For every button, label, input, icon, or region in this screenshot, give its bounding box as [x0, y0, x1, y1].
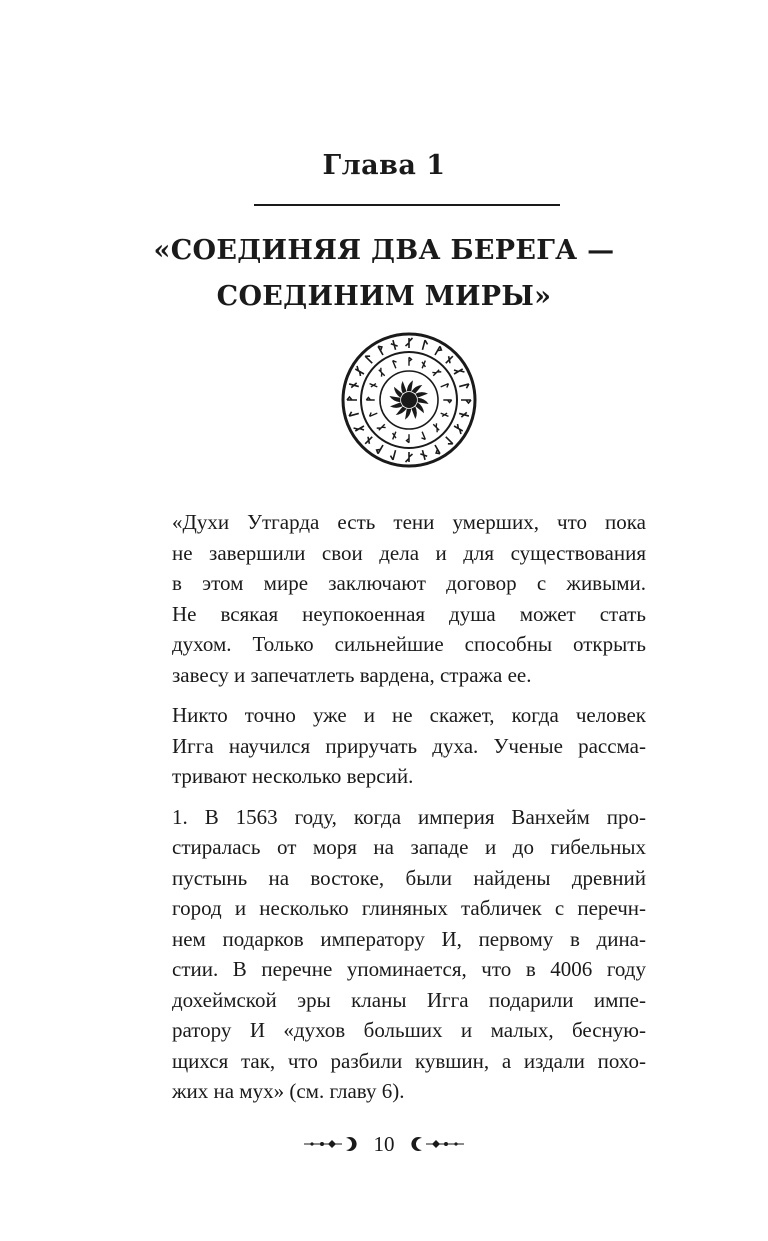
text-line: щихся так, что разбили кувшин, а издали похо-	[172, 1048, 646, 1073]
left-ornament-icon	[302, 1136, 358, 1152]
text-line: не завершили свои дела и для существования	[172, 540, 646, 565]
body-text	[172, 507, 646, 1117]
rune-circle-sun-icon	[339, 330, 479, 470]
text-line: Никто точно уже и не скажет, когда человек	[172, 703, 646, 727]
text-line: стиралась от моря на западе и до гибельных	[172, 835, 646, 859]
chapter-title-line: «СОЕДИНЯЯ ДВА БЕРЕГА —	[153, 235, 615, 266]
text-line: «Духи Утгарда есть тени умерших, что пока	[172, 510, 646, 534]
text-line: тривают несколько версий.	[172, 764, 414, 788]
text-line: нем подарков императору И, первому в дина-	[172, 926, 646, 951]
title-divider	[254, 204, 560, 206]
chapter-label: Глава 1	[322, 150, 446, 181]
paragraph-3	[172, 802, 646, 1107]
paragraph-2	[172, 700, 646, 792]
text-line: завесу и запечатлеть вардена, стража ее.	[172, 662, 532, 687]
text-line: город и несколько глиняных табличек с перечн-	[172, 896, 646, 920]
text-line: дохеймской эры кланы Игга подарили импе-	[172, 987, 646, 1012]
text-line: духом. Только сильнейшие способны открыть	[172, 632, 646, 656]
text-line: 1. В 1563 году, когда империя Ванхейм про-	[172, 804, 646, 829]
text-line: жих на мух» (см. главу 6).	[172, 1079, 405, 1103]
text-line: в этом мире заключают договор с живыми.	[172, 571, 646, 595]
text-line: стии. В перечне упоминается, что в 4006 году	[172, 957, 646, 981]
chapter-title	[60, 228, 708, 320]
text-line: Не всякая неупокоенная душа может стать	[172, 601, 646, 626]
text-line: пустынь на востоке, были найдены древний	[172, 865, 646, 890]
page-number: 10	[373, 1131, 395, 1156]
page-footer	[0, 1130, 768, 1157]
text-line: Игга научился приручать духа. Ученые рассма-	[172, 733, 646, 758]
paragraph-1	[172, 507, 646, 690]
chapter-title-line: СОЕДИНИМ МИРЫ»	[216, 281, 552, 312]
text-line: ратору И «духов больших и малых, бесную-	[172, 1018, 646, 1042]
right-ornament-icon	[410, 1136, 466, 1152]
